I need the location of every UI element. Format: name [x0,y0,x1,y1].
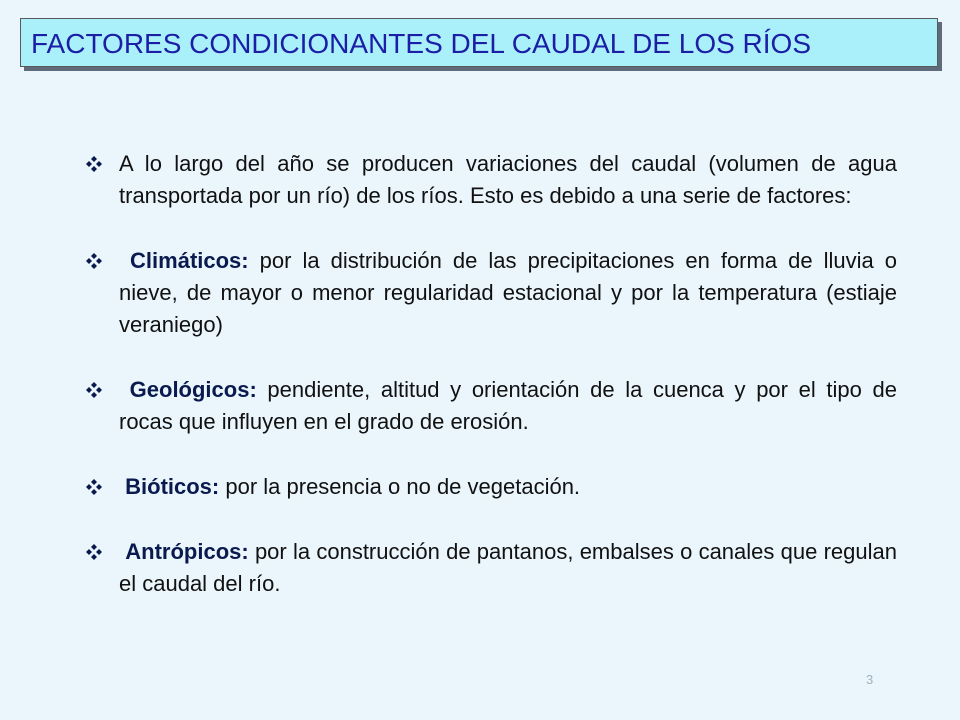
bullet-item-bioticos [84,471,897,503]
bullet-item-geologicos [84,374,897,438]
bullet-text: por la construcción de pantanos, embalses o canales que regulan el caudal del río. [119,539,897,596]
bullet-term: Bióticos: [125,474,220,499]
bullet-text: A lo largo del año se producen variaciones del caudal (volumen de agua transportada por un río) de los ríos. Esto es debido a una serie de factores: [119,151,897,208]
four-diamond-bullet-icon [84,148,106,180]
slide-title: FACTORES CONDICIONANTES DEL CAUDAL DE LOS RÍOS [31,28,812,59]
bullet-list [84,148,897,600]
slide-number: 3 [866,672,874,687]
four-diamond-bullet-icon [84,536,106,568]
bullet-term: Antrópicos: [125,539,249,564]
bullet-text: por la presencia o no de vegetación. [219,474,581,499]
bullet-term: Climáticos: [130,248,249,273]
four-diamond-bullet-icon [84,245,106,277]
bullet-text: pendiente, altitud y orientación de la cuenca y por el tipo de rocas que influyen en el grado de erosión. [119,377,897,434]
bullet-item-antropicos [84,536,897,600]
four-diamond-bullet-icon [84,471,106,503]
four-diamond-bullet-icon [84,374,106,406]
bullet-item-intro [84,148,897,212]
bullet-text: por la distribución de las precipitaciones en forma de lluvia o nieve, de mayor o menor regularidad estacional y por la temperatura (estiaje veraniego) [119,248,897,337]
title-box [20,18,938,67]
bullet-term: Geológicos: [129,377,257,402]
bullet-item-climaticos [84,245,897,341]
